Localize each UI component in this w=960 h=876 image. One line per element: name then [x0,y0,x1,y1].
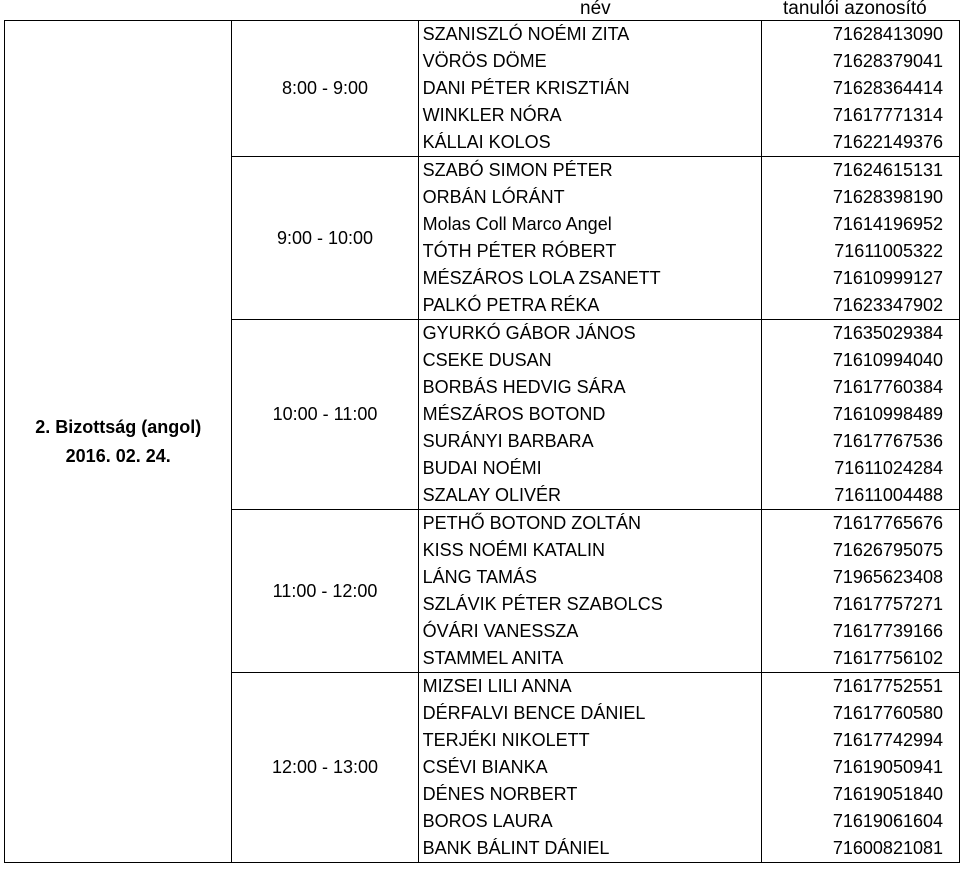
student-id-cell: 71965623408 [761,564,959,591]
student-id-cell: 71628413090 [761,21,959,49]
time-slot-cell: 11:00 - 12:00 [232,510,418,673]
student-id-cell: 71610994040 [761,347,959,374]
student-name-cell: SZALAY OLIVÉR [418,482,761,510]
schedule-table [4,20,960,863]
student-name-cell: KÁLLAI KOLOS [418,129,761,157]
student-id-cell: 71617742994 [761,727,959,754]
student-name-cell: BANK BÁLINT DÁNIEL [418,835,761,863]
student-id-cell: 71635029384 [761,320,959,348]
student-name-cell: CSEKE DUSAN [418,347,761,374]
student-id-cell: 71628379041 [761,48,959,75]
student-name-cell: MÉSZÁROS LOLA ZSANETT [418,265,761,292]
student-name-cell: SURÁNYI BARBARA [418,428,761,455]
student-name-cell: STAMMEL ANITA [418,645,761,673]
student-name-cell: GYURKÓ GÁBOR JÁNOS [418,320,761,348]
student-id-cell: 71626795075 [761,537,959,564]
committee-cell [5,21,232,863]
student-name-cell: CSÉVI BIANKA [418,754,761,781]
student-name-cell: Molas Coll Marco Angel [418,211,761,238]
student-id-cell: 71617771314 [761,102,959,129]
student-name-cell: WINKLER NÓRA [418,102,761,129]
student-id-cell: 71623347902 [761,292,959,320]
student-name-cell: DÉNES NORBERT [418,781,761,808]
student-name-cell: SZABÓ SIMON PÉTER [418,157,761,185]
time-slot-cell: 8:00 - 9:00 [232,21,418,157]
student-id-cell: 71617767536 [761,428,959,455]
time-slot-cell: 9:00 - 10:00 [232,157,418,320]
student-id-cell: 71622149376 [761,129,959,157]
student-id-cell: 71624615131 [761,157,959,185]
student-id-cell: 71617756102 [761,645,959,673]
student-name-cell: PALKÓ PETRA RÉKA [418,292,761,320]
student-name-cell: KISS NOÉMI KATALIN [418,537,761,564]
student-name-cell: SZANISZLÓ NOÉMI ZITA [418,21,761,49]
column-header-student-id: tanulói azonosító [783,0,927,19]
student-name-cell: DANI PÉTER KRISZTIÁN [418,75,761,102]
student-id-cell: 71617739166 [761,618,959,645]
student-id-cell: 71610998489 [761,401,959,428]
student-id-cell: 71611004488 [761,482,959,510]
student-id-cell: 71628398190 [761,184,959,211]
student-name-cell: BOROS LAURA [418,808,761,835]
student-name-cell: MÉSZÁROS BOTOND [418,401,761,428]
student-name-cell: VÖRÖS DÖME [418,48,761,75]
student-id-cell: 71617757271 [761,591,959,618]
column-header-name: név [580,0,611,19]
student-id-cell: 71617765676 [761,510,959,538]
student-id-cell: 71617752551 [761,673,959,701]
student-id-cell: 71617760384 [761,374,959,401]
student-name-cell: LÁNG TAMÁS [418,564,761,591]
student-id-cell: 71611024284 [761,455,959,482]
student-name-cell: PETHŐ BOTOND ZOLTÁN [418,510,761,538]
student-name-cell: BUDAI NOÉMI [418,455,761,482]
student-id-cell: 71610999127 [761,265,959,292]
student-name-cell: ÓVÁRI VANESSZA [418,618,761,645]
student-name-cell: TÓTH PÉTER RÓBERT [418,238,761,265]
student-name-cell: MIZSEI LILI ANNA [418,673,761,701]
committee-date: 2016. 02. 24. [65,445,171,466]
table-row [5,21,960,49]
student-id-cell: 71628364414 [761,75,959,102]
student-id-cell: 71619050941 [761,754,959,781]
student-name-cell: DÉRFALVI BENCE DÁNIEL [418,700,761,727]
student-name-cell: TERJÉKI NIKOLETT [418,727,761,754]
student-id-cell: 71617760580 [761,700,959,727]
student-id-cell: 71614196952 [761,211,959,238]
committee-title: 2. Bizottság (angol) [35,416,202,437]
student-name-cell: SZLÁVIK PÉTER SZABOLCS [418,591,761,618]
student-name-cell: BORBÁS HEDVIG SÁRA [418,374,761,401]
student-id-cell: 71619051840 [761,781,959,808]
student-id-cell: 71619061604 [761,808,959,835]
time-slot-cell: 12:00 - 13:00 [232,673,418,863]
time-slot-cell: 10:00 - 11:00 [232,320,418,510]
student-id-cell: 71600821081 [761,835,959,863]
schedule-body [5,21,960,863]
student-name-cell: ORBÁN LÓRÁNT [418,184,761,211]
student-id-cell: 71611005322 [761,238,959,265]
